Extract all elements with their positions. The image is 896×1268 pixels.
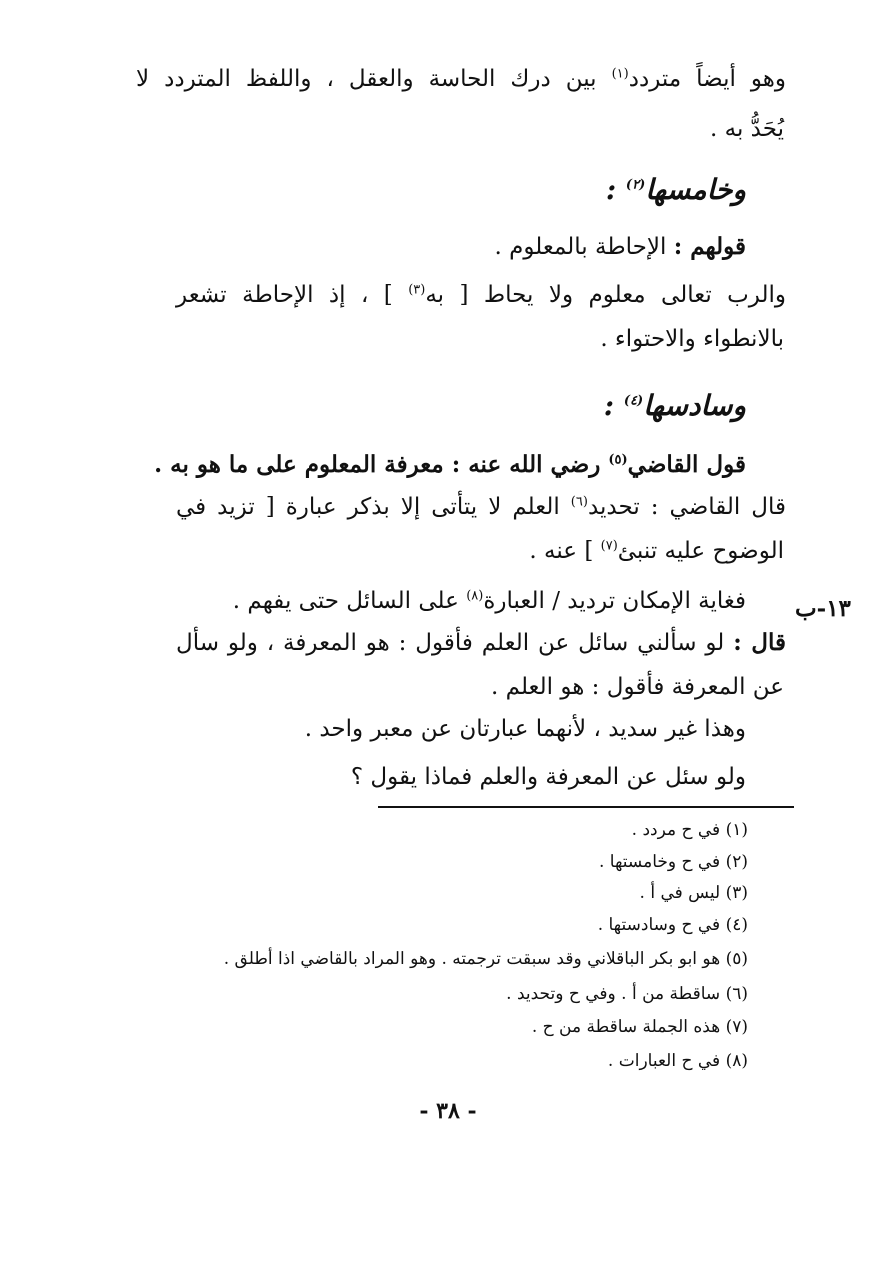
- footnote-text: هو ابو بكر الباقلاني وقد سبقت ترجمته . وهو المراد بالقاضي اذا أطلق .: [223, 949, 721, 969]
- text-run: ] ، إذ الإحاطة تشعر: [176, 282, 409, 308]
- text-run: على السائل حتى يفهم .: [232, 588, 467, 614]
- footnote-ref: (٣): [408, 282, 426, 298]
- footnote: [532, 1013, 748, 1041]
- text-run: ] عنه .: [529, 538, 601, 564]
- text-run: قال القاضي : تحديد: [587, 494, 786, 520]
- text-line: [96, 230, 746, 264]
- text-run: فغاية الإمكان ترديد / العبارة: [483, 588, 746, 614]
- footnote-number: (٤): [725, 915, 748, 935]
- footnote-ref: (٥): [608, 452, 628, 468]
- text-line: [176, 278, 786, 312]
- heading-label: وخامسها: [645, 173, 746, 206]
- footnote: [599, 848, 748, 876]
- text-run: الوضوح عليه تنبئ: [617, 538, 784, 564]
- footnote-ref: (٨): [466, 588, 484, 604]
- heading-colon: :: [605, 173, 626, 206]
- footnote: [224, 945, 748, 973]
- footnote-separator: [378, 806, 794, 808]
- text-run: رضي الله عنه : معرفة المعلوم على ما هو به .: [154, 451, 609, 478]
- heading-colon: :: [603, 389, 624, 422]
- footnote-number: (٥): [725, 949, 748, 969]
- footnote-ref: (٦): [570, 494, 588, 510]
- text-line: يُحَدُّ به .: [710, 116, 784, 142]
- footnote-number: (١): [725, 820, 748, 840]
- text-line: [136, 62, 786, 96]
- footnote-number: (٣): [725, 883, 748, 903]
- footnote: [598, 911, 748, 939]
- text-run: لو سألني سائل عن العلم فأقول : هو المعرفة ، ولو سأل: [176, 630, 734, 656]
- footnote: [506, 980, 748, 1008]
- text-line: [176, 626, 786, 660]
- footnote-text: في ح وسادستها .: [597, 915, 721, 935]
- footnote-text: في ح العبارات .: [607, 1051, 721, 1071]
- footnote-text: هذه الجملة ساقطة من ح .: [531, 1017, 721, 1037]
- text-run: العلم لا يتأتى إلا بذكر عبارة [ تزيد في: [176, 494, 571, 520]
- footnote: [640, 879, 748, 907]
- text-run: بين درك الحاسة والعقل ، واللفظ المتردد لا: [136, 66, 612, 92]
- footnote-number: (٧): [725, 1017, 748, 1037]
- text-line: وهذا غير سديد ، لأنهما عبارتان عن معبر واحد .: [304, 716, 746, 742]
- footnote-text: في ح وخامستها .: [598, 852, 721, 872]
- page-number: - ٣٨ -: [419, 1098, 477, 1124]
- footnote-number: (٨): [725, 1051, 748, 1071]
- footnote-text: ليس في أ .: [639, 883, 721, 903]
- footnote: [608, 1047, 748, 1075]
- text-line: [134, 534, 784, 568]
- text-run: وهو أيضاً متردد: [628, 66, 787, 92]
- footnote-ref: (٤): [623, 393, 644, 409]
- footnote: [632, 816, 748, 844]
- footnote-ref: (٧): [600, 538, 618, 554]
- quote-label: قولهم :: [673, 233, 746, 260]
- text-line: [96, 448, 746, 482]
- heading-label: وسادسها: [643, 389, 746, 422]
- text-line: بالانطواء والاحتواء .: [600, 326, 784, 352]
- footnote-number: (٦): [725, 984, 748, 1004]
- footnote-text: ساقطة من أ . وفي ح وتحديد .: [506, 984, 721, 1004]
- text-run: والرب تعالى معلوم ولا يحاط [ به: [425, 282, 786, 308]
- text-run: قول القاضي: [627, 451, 746, 478]
- text-run: الإحاطة بالمعلوم .: [494, 234, 674, 260]
- footnote-ref: (٢): [625, 177, 646, 193]
- text-line: [176, 490, 786, 524]
- footnote-ref: (١): [611, 66, 629, 82]
- margin-folio-marker: ١٣-ب: [795, 595, 851, 622]
- text-line: عن المعرفة فأقول : هو العلم .: [491, 674, 784, 700]
- section-heading: [606, 170, 746, 210]
- footnote-text: في ح مردد .: [631, 820, 721, 840]
- quote-label: قال :: [733, 629, 786, 656]
- text-line: ولو سئل عن المعرفة والعلم فماذا يقول ؟: [350, 764, 746, 790]
- footnote-number: (٢): [725, 852, 748, 872]
- section-heading: [604, 386, 746, 426]
- text-line: [96, 584, 746, 618]
